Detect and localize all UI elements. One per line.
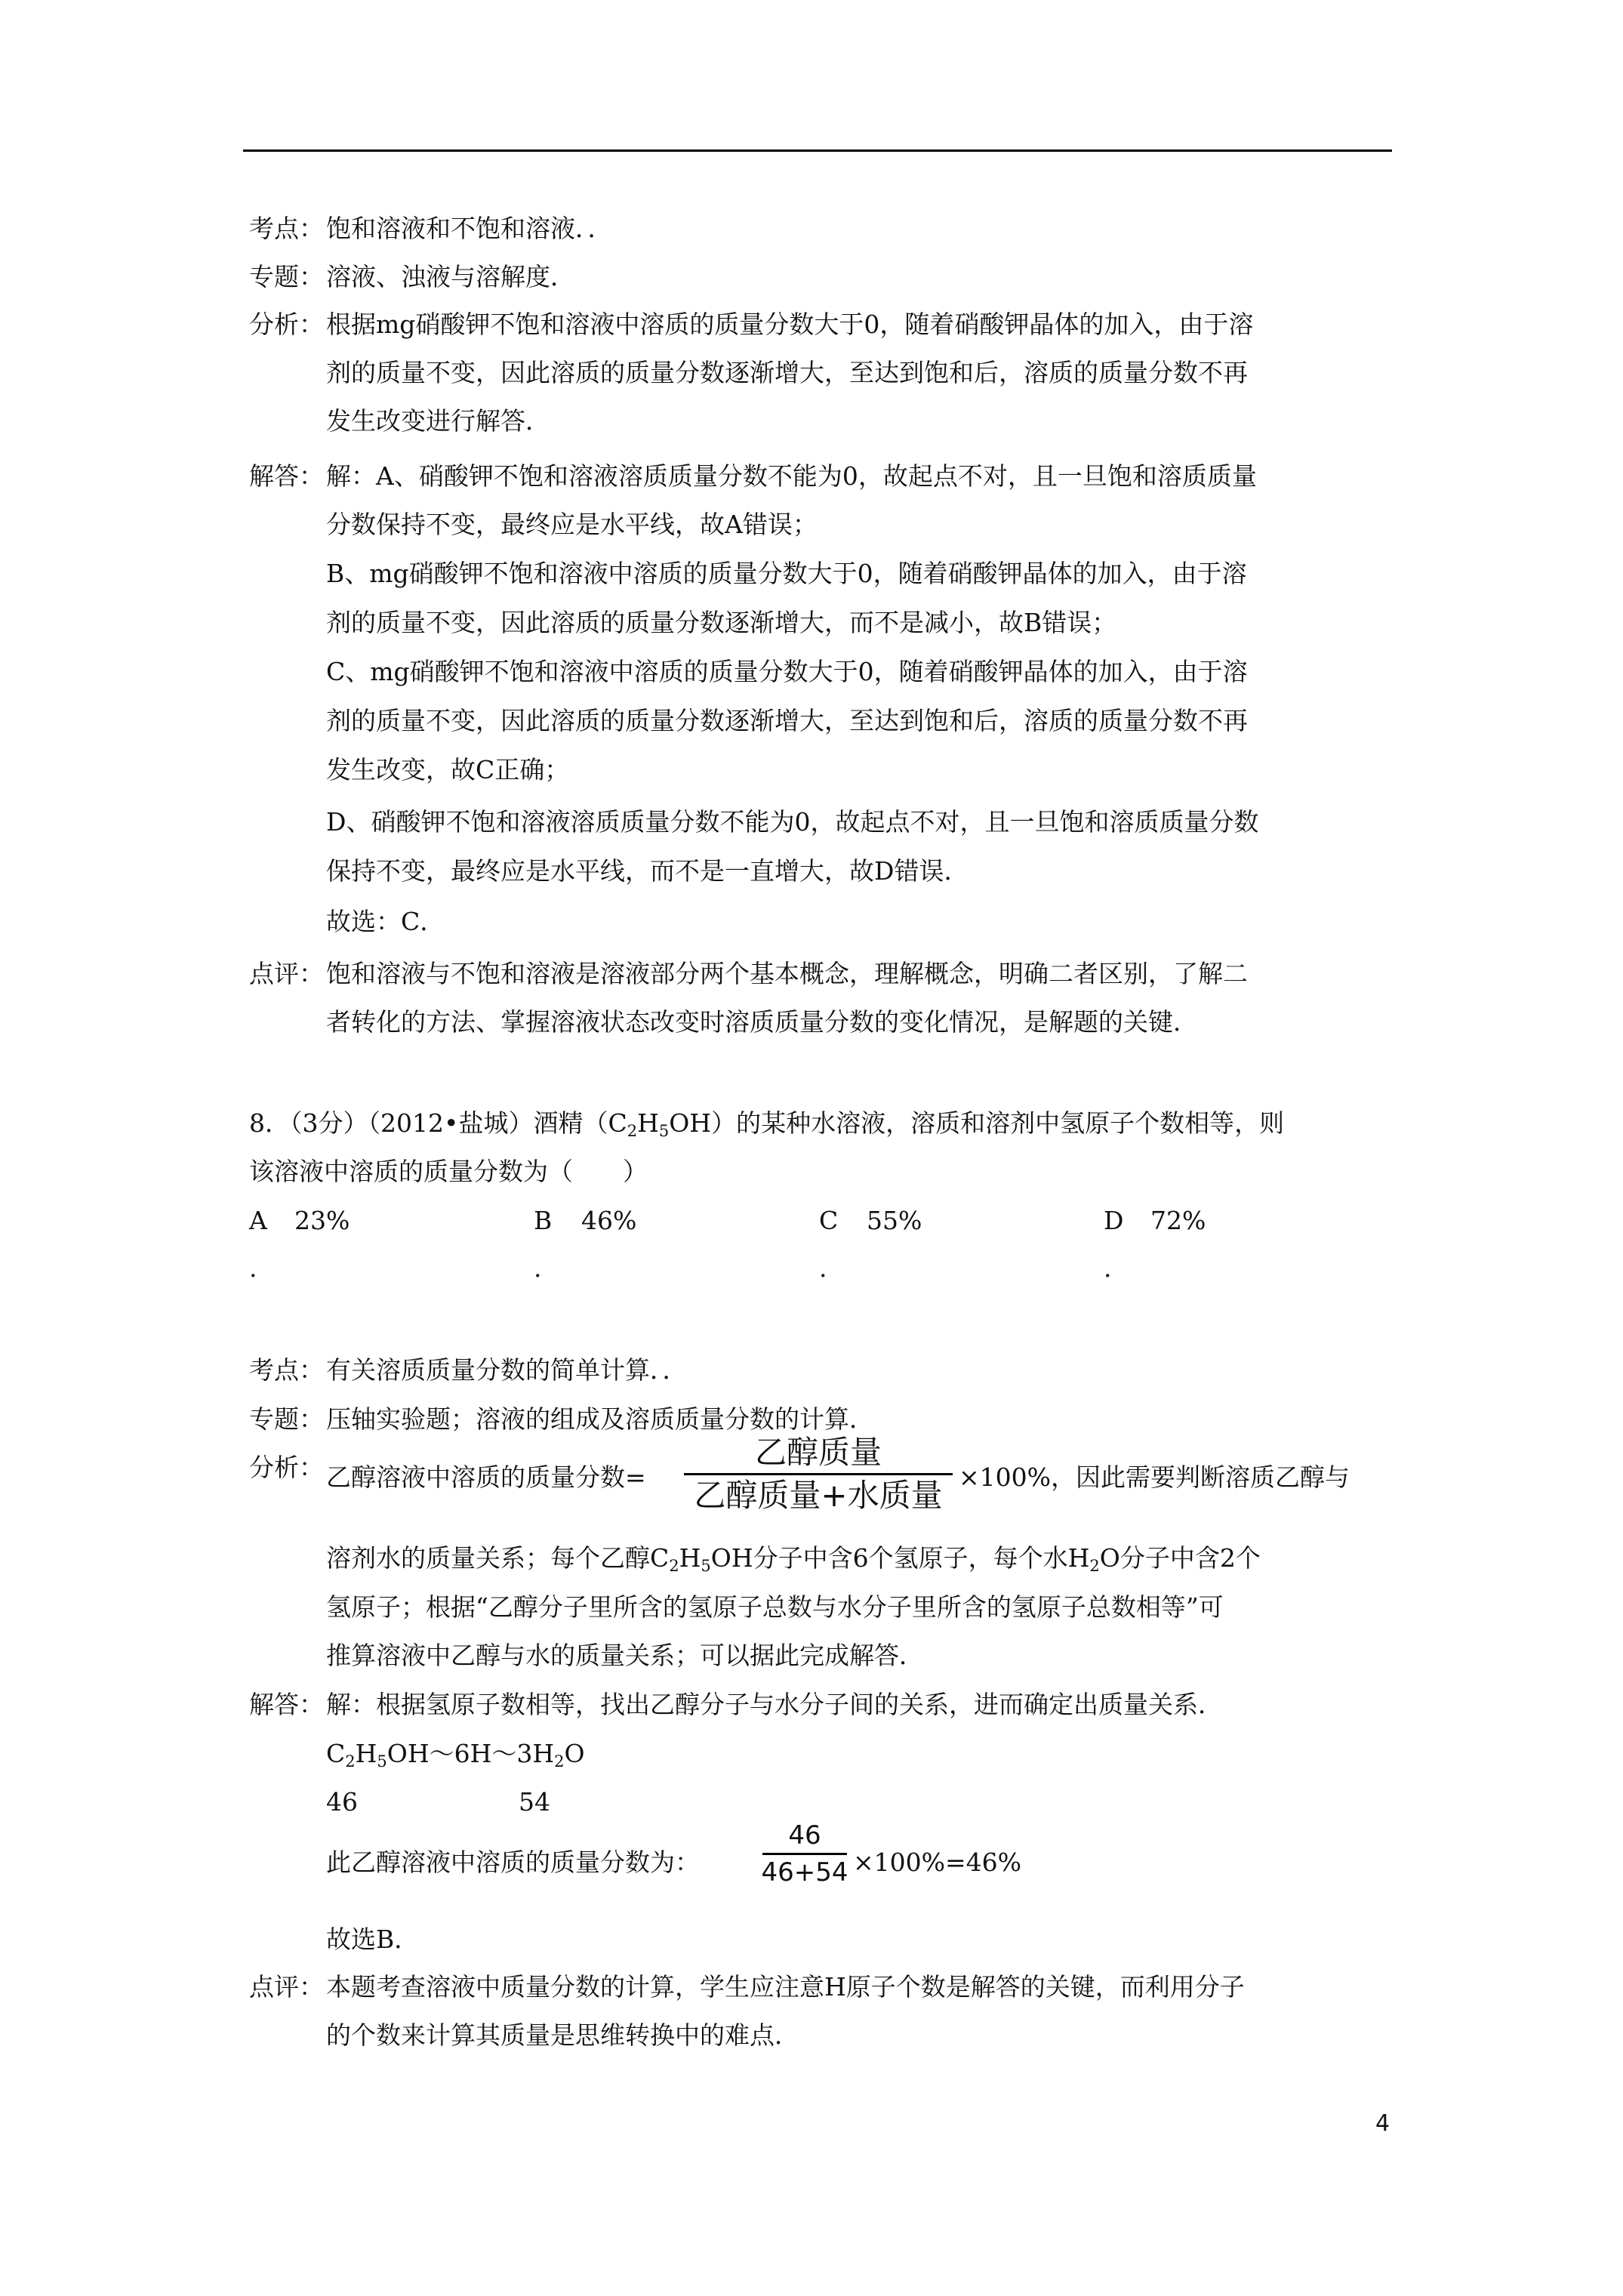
option-c-letter: C (819, 1206, 839, 1235)
jieda-line: 发生改变，故C正确； (326, 755, 570, 784)
fenxi-line: 根据mg硝酸钾不饱和溶液中溶质的质量分数大于0，随着硝酸钾晶体的加入，由于溶 (326, 310, 1254, 339)
fenxi-label: 分析： (249, 310, 324, 339)
jieda-line: D、硝酸钾不饱和溶液溶质质量分数不能为0，故起点不对，且一旦饱和溶质质量分数 (326, 807, 1259, 837)
dianping-line: 饱和溶液与不饱和溶液是溶液部分两个基本概念，理解概念，明确二者区别，了解二 (326, 959, 1248, 988)
option-d-letter: D (1104, 1206, 1124, 1235)
q8-stem-line1: 8．（3分）（2012•盐城）酒精$(C_2H_5OH)$的某种水溶液，溶质和溶剂中氢原子个数相等，则 (249, 1108, 1285, 1140)
fenxi-line: 剂的质量不变，因此溶质的质量分数逐渐增大，至达到饱和后，溶质的质量分数不再 (326, 358, 1248, 387)
calc-fraction (762, 1820, 847, 1888)
jieda-line: 解：A、硝酸钾不饱和溶液溶质质量分数不能为0，故起点不对，且一旦饱和溶质质量 (326, 461, 1257, 491)
ethanol-mass: 46 (326, 1787, 358, 1817)
q8-dianping-label: 点评： (249, 1972, 324, 2002)
jieda-line: 剂的质量不变，因此溶质的质量分数逐渐增大，而不是减小，故B错误； (326, 608, 1117, 637)
kaodian-text: 饱和溶液和不饱和溶液．． (326, 214, 613, 243)
relation-equation: $C_2H_5OH\sim 6H\sim 3H_2O$ (326, 1739, 585, 1771)
dianping-label: 点评： (249, 959, 324, 988)
q8-jieda-line1: 解：根据氢原子数相等，找出乙醇分子与水分子间的关系，进而确定出质量关系． (326, 1690, 1223, 1719)
option-b-letter: B (534, 1206, 553, 1235)
q8-fenxi-pre: 乙醇溶液中溶质的质量分数= (326, 1462, 646, 1492)
jieda-line: 故选：C． (326, 907, 445, 936)
fraction-bar (684, 1473, 953, 1475)
formula-denominator: 乙醇质量+水质量 (694, 1477, 943, 1514)
kaodian-label: 考点： (249, 214, 324, 243)
option-c-value: 55% (867, 1206, 922, 1235)
q8-fenxi-line2: 溶剂水的质量关系；每个乙醇$C_2H_5OH$分子中含6个氢原子，每个水$H_2O$分子中含2个 (326, 1543, 1261, 1575)
q8-kaodian-label: 考点： (249, 1355, 324, 1385)
q8-fenxi-label: 分析： (249, 1453, 324, 1482)
q8-jieda-label: 解答： (249, 1690, 324, 1719)
q8-zhuanti-text: 压轴实验题；溶液的组成及溶质质量分数的计算． (326, 1404, 874, 1434)
option-b-dot: . (534, 1253, 542, 1283)
calc-post: ×100%=46% (853, 1848, 1021, 1877)
calc-pre: 此乙醇溶液中溶质的质量分数为： (326, 1848, 700, 1877)
q8-fenxi-post: ×100%，因此需要判断溶质乙醇与 (959, 1462, 1350, 1492)
dianping-line: 者转化的方法、掌握溶液状态改变时溶质质量分数的变化情况，是解题的关键． (326, 1007, 1198, 1037)
q8-fenxi-line4: 推算溶液中乙醇与水的质量关系；可以据此完成解答． (326, 1641, 924, 1670)
option-c-dot: . (819, 1253, 827, 1283)
calc-numerator: 46 (788, 1820, 821, 1851)
q8-dianping-line: 本题考查溶液中质量分数的计算，学生应注意H原子个数是解答的关键，而利用分子 (326, 1972, 1245, 2002)
option-b-value: 46% (581, 1206, 637, 1235)
mass-fraction-formula (684, 1435, 953, 1514)
calc-denominator: 46+54 (761, 1857, 848, 1888)
page-number: 4 (1375, 2110, 1390, 2137)
jieda-line: 分数保持不变，最终应是水平线，故A错误； (326, 510, 818, 539)
q8-fenxi-line3: 氢原子；根据“乙醇分子里所含的氢原子总数与水分子里所含的氢原子总数相等”可 (326, 1592, 1224, 1622)
option-a-letter: A (249, 1206, 267, 1235)
jieda-label: 解答： (249, 461, 324, 491)
q8-dianping-line: 的个数来计算其质量是思维转换中的难点． (326, 2020, 799, 2050)
jieda-line: 剂的质量不变，因此溶质的质量分数逐渐增大，至达到饱和后，溶质的质量分数不再 (326, 706, 1248, 735)
header-rule (243, 149, 1392, 152)
formula-numerator: 乙醇质量 (754, 1434, 882, 1471)
calc-fraction-bar (762, 1853, 847, 1855)
option-a-dot: . (249, 1253, 257, 1283)
option-d-value: 72% (1150, 1206, 1206, 1235)
jieda-line: C、mg硝酸钾不饱和溶液中溶质的质量分数大于0，随着硝酸钾晶体的加入，由于溶 (326, 657, 1248, 686)
jieda-line: 保持不变，最终应是水平线，而不是一直增大，故D错误． (326, 856, 969, 886)
q8-zhuanti-label: 专题： (249, 1404, 324, 1434)
q8-kaodian-text: 有关溶质质量分数的简单计算．． (326, 1355, 688, 1385)
q8-stem-line2: 该溶液中溶质的质量分数为（ ） (249, 1157, 648, 1186)
option-d-dot: . (1104, 1253, 1112, 1283)
option-a-value: 23% (294, 1206, 350, 1235)
water-mass: 54 (519, 1787, 550, 1817)
zhuanti-text: 溶液、浊液与溶解度． (326, 262, 575, 291)
fenxi-line: 发生改变进行解答． (326, 406, 550, 436)
jieda-line: B、mg硝酸钾不饱和溶液中溶质的质量分数大于0，随着硝酸钾晶体的加入，由于溶 (326, 559, 1247, 588)
q8-answer: 故选B． (326, 1925, 420, 1954)
zhuanti-label: 专题： (249, 262, 324, 291)
